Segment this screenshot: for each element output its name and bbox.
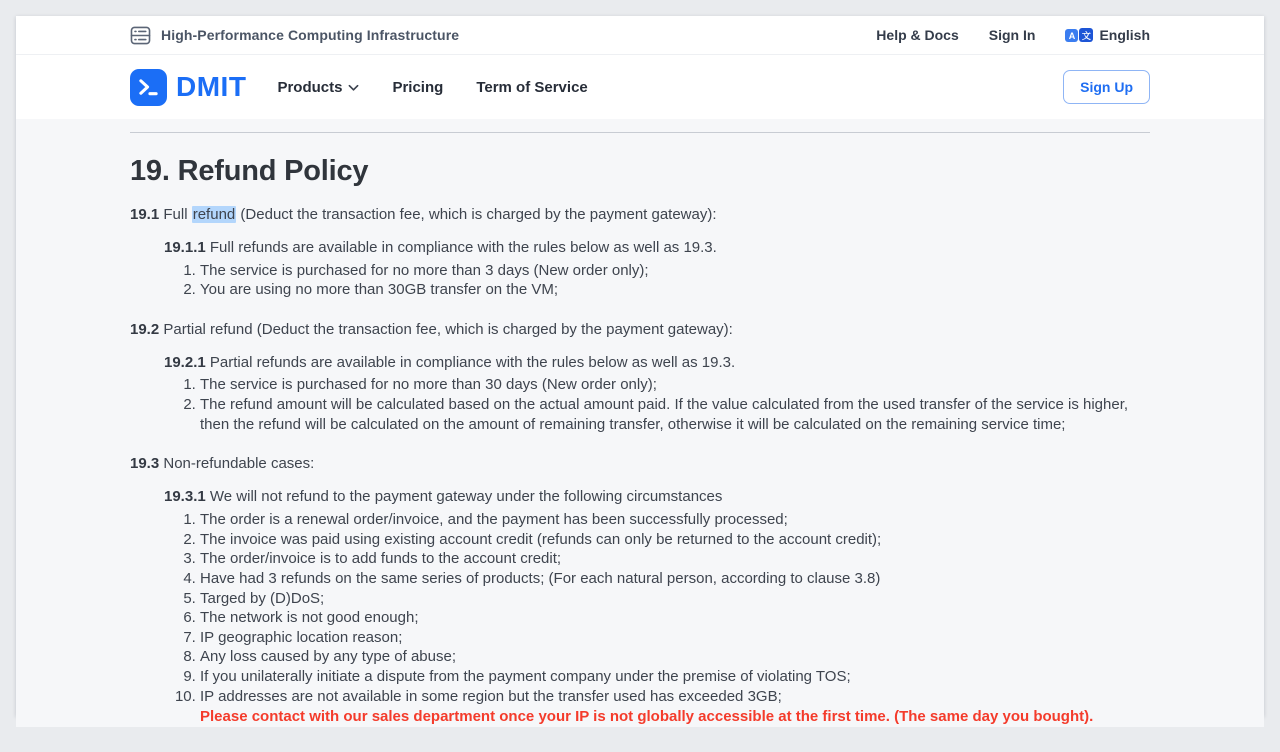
- clause-19-2-1: [164, 353, 1150, 435]
- clause-19-3-1-text: We will not refund to the payment gateway under the following circumstances: [205, 488, 723, 506]
- list-item: 6. The network is not good enough;: [200, 608, 1150, 628]
- list-item: [200, 687, 1150, 727]
- list-item: 2. The invoice was paid using existing account credit (refunds can only be returned to the account credit);: [200, 530, 1150, 550]
- dmit-logo[interactable]: [130, 69, 246, 106]
- clause-19-1-1-list: [164, 261, 1150, 300]
- list-item: 1. The service is purchased for no more than 30 days (New order only);: [200, 375, 1150, 395]
- list-item: 1. The order is a renewal order/invoice, and the payment has been successfully processed;: [200, 510, 1150, 530]
- nav-item-products[interactable]: [277, 79, 359, 96]
- clause-19-3-1: [164, 487, 1150, 727]
- top-utility-bar: [16, 16, 1264, 55]
- list-item: 2. The refund amount will be calculated based on the actual amount paid. If the value calculated from the used transfer of the service is higher, then the refund will be calculated on the amount of remaining transfer, otherwise it will be calculated on the remaining service time;: [200, 395, 1150, 434]
- list-item: 8. Any loss caused by any type of abuse;: [200, 647, 1150, 667]
- list-item: 7. IP geographic location reason;: [200, 628, 1150, 648]
- list-item: 4. Have had 3 refunds on the same series of products; (For each natural person, according to clause 3.8): [200, 569, 1150, 589]
- list-item: 9. If you unilaterally initiate a dispute from the payment company under the premise of violating TOS;: [200, 667, 1150, 687]
- sign-in-link[interactable]: Sign In: [988, 27, 1036, 43]
- help-docs-link[interactable]: Help & Docs: [876, 27, 959, 43]
- clause-19-2-1-list: [164, 375, 1150, 434]
- clause-19-1-post: (Deduct the transaction fee, which is charged by the payment gateway):: [236, 206, 717, 223]
- translate-icon: [1065, 28, 1093, 42]
- clause-19-1-label: 19.1: [130, 206, 160, 223]
- nav-links: [277, 79, 620, 96]
- clause-19-1: [130, 205, 1150, 225]
- list-item-text: IP addresses are not available in some region but the transfer used has exceeded 3GB;: [200, 687, 782, 705]
- clause-19-3-text: Non-refundable cases:: [159, 455, 315, 473]
- clause-19-3-1-label: 19.3.1: [164, 488, 206, 506]
- clause-19-1-1: [164, 238, 1150, 300]
- clause-19-1-pre: Full: [159, 206, 192, 223]
- clause-19-3-1-list: [164, 510, 1150, 727]
- terminal-logo-icon: [130, 69, 167, 106]
- clause-19-1-1-text: Full refunds are available in compliance with the rules below as well as 19.3.: [205, 238, 717, 256]
- translate-icon-latin: A: [1065, 29, 1078, 42]
- page-card: [16, 16, 1264, 726]
- language-label: English: [1099, 27, 1150, 43]
- chevron-down-icon: [348, 84, 359, 92]
- clause-19-2-1-text: Partial refunds are available in compliance with the rules below as well as 19.3.: [205, 353, 736, 371]
- list-item: 1. The service is purchased for no more than 3 days (New order only);: [200, 261, 1150, 281]
- clause-19-2: [130, 320, 1150, 340]
- highlighted-text: refund: [192, 206, 236, 223]
- list-item: 3. The order/invoice is to add funds to the account credit;: [200, 549, 1150, 569]
- section-divider: [130, 132, 1150, 133]
- clause-19-2-label: 19.2: [130, 320, 160, 338]
- clause-19-2-text: Partial refund (Deduct the transaction fee, which is charged by the payment gateway):: [159, 320, 733, 338]
- clause-19-1-1-label: 19.1.1: [164, 238, 206, 256]
- sales-contact-alert: Please contact with our sales department once your IP is not globally accessible at the first time. (The same day you bought).: [200, 708, 1094, 726]
- clause-19-2-1-label: 19.2.1: [164, 353, 206, 371]
- list-item: 2. You are using no more than 30GB transfer on the VM;: [200, 280, 1150, 300]
- list-item: 5. Targed by (D)DoS;: [200, 589, 1150, 609]
- brand-tagline-group: [130, 26, 459, 45]
- server-icon: [130, 26, 151, 45]
- brand-tagline: High-Performance Computing Infrastructure: [161, 27, 460, 43]
- main-navbar: [16, 55, 1264, 119]
- clause-19-3-label: 19.3: [130, 455, 160, 473]
- nav-item-term-of-service[interactable]: Term of Service: [476, 78, 588, 96]
- translate-icon-cjk: 文: [1079, 28, 1093, 42]
- logo-wordmark: DMIT: [176, 71, 247, 102]
- topbar-links: [876, 27, 1150, 43]
- language-selector[interactable]: [1065, 27, 1150, 43]
- nav-item-products-label: Products: [277, 78, 343, 96]
- nav-item-pricing[interactable]: Pricing: [392, 78, 444, 96]
- sign-up-button[interactable]: Sign Up: [1063, 70, 1150, 104]
- page-title: 19. Refund Policy: [130, 155, 369, 187]
- terms-content: [16, 119, 1264, 727]
- clause-19-3: [130, 454, 1150, 474]
